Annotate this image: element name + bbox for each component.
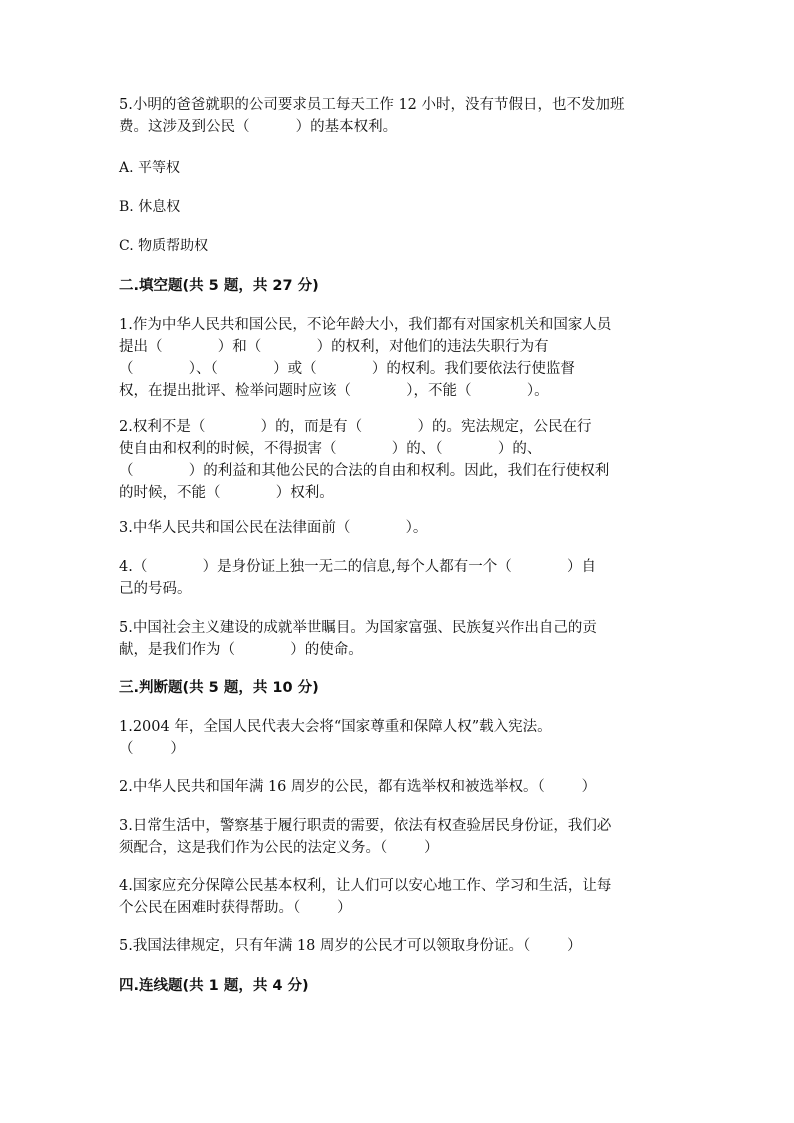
judge-question-3 — [119, 815, 679, 859]
question-line: 5.小明的爸爸就职的公司要求员工每天工作 12 小时，没有节假日，也不发加班 — [119, 97, 625, 113]
question-line: 1.作为中华人民共和国公民，不论年龄大小，我们都有对国家机关和国家人员 — [119, 317, 612, 333]
question-line: 4.国家应充分保障公民基本权利，让人们可以安心地工作、学习和生活，让每 — [119, 878, 612, 894]
judge-question-5 — [119, 935, 679, 957]
section-title-fill-blank: 二.填空题(共 5 题，共 27 分) — [119, 278, 319, 294]
section-title-matching: 四.连线题(共 1 题，共 4 分) — [119, 978, 309, 994]
question-line: 5.中国社会主义建设的成就举世瞩目。为国家富强、民族复兴作出自己的贡 — [119, 620, 597, 636]
judge-question-2 — [119, 776, 679, 798]
judge-question-4 — [119, 875, 679, 919]
question-line: 己的号码。 — [119, 581, 192, 597]
question-line: 2.权利不是（ ）的，而是有（ ）的。宪法规定，公民在行 — [119, 419, 592, 435]
fill-question-3 — [119, 517, 679, 539]
section-title-true-false: 三.判断题(共 5 题，共 10 分) — [119, 680, 319, 696]
question-line: 1.2004 年，全国人民代表大会将“国家尊重和保障人权”载入宪法。 — [119, 719, 552, 735]
question-line: （ ）的利益和其他公民的合法的自由和权利。因此，我们在行使权利 — [119, 463, 610, 479]
question-line: 2.中华人民共和国年满 16 周岁的公民，都有选举权和被选举权。（ ） — [119, 779, 597, 795]
question-line: 4.（ ）是身份证上独一无二的信息,每个人都有一个（ ）自 — [119, 559, 597, 575]
fill-question-1 — [119, 314, 679, 402]
question-line: 费。这涉及到公民（ ）的基本权利。 — [119, 119, 398, 135]
fill-question-5 — [119, 617, 679, 661]
question-line: 权，在提出批评、检举问题时应该（ ），不能（ ）。 — [119, 383, 549, 399]
option-b: B. 休息权 — [119, 199, 181, 215]
option-a: A. 平等权 — [119, 160, 181, 176]
question-line: 3.日常生活中，警察基于履行职责的需要，依法有权查验居民身份证，我们必 — [119, 818, 612, 834]
question-line: 的时候，不能（ ）权利。 — [119, 485, 334, 501]
question-line: 5.我国法律规定，只有年满 18 周岁的公民才可以领取身份证。（ ） — [119, 938, 582, 954]
question-line: 使自由和权利的时候，不得损害（ ）的、（ ）的、 — [119, 441, 542, 457]
question-line: 个公民在困难时获得帮助。（ ） — [119, 900, 352, 916]
fill-question-4 — [119, 556, 679, 600]
question-line: 提出（ ）和（ ）的权利，对他们的违法失职行为有 — [119, 339, 549, 355]
question-line: 3.中华人民共和国公民在法律面前（ ）。 — [119, 520, 428, 536]
question-line: （ ）、（ ）或（ ）的权利。我们要依法行使监督 — [119, 361, 575, 377]
question-line: （ ） — [119, 741, 185, 757]
question-5 — [119, 94, 679, 138]
option-c: C. 物质帮助权 — [119, 238, 209, 254]
fill-question-2 — [119, 416, 679, 504]
question-line: 献，是我们作为（ ）的使命。 — [119, 642, 363, 658]
question-line: 须配合，这是我们作为公民的法定义务。（ ） — [119, 840, 439, 856]
judge-question-1 — [119, 716, 679, 760]
